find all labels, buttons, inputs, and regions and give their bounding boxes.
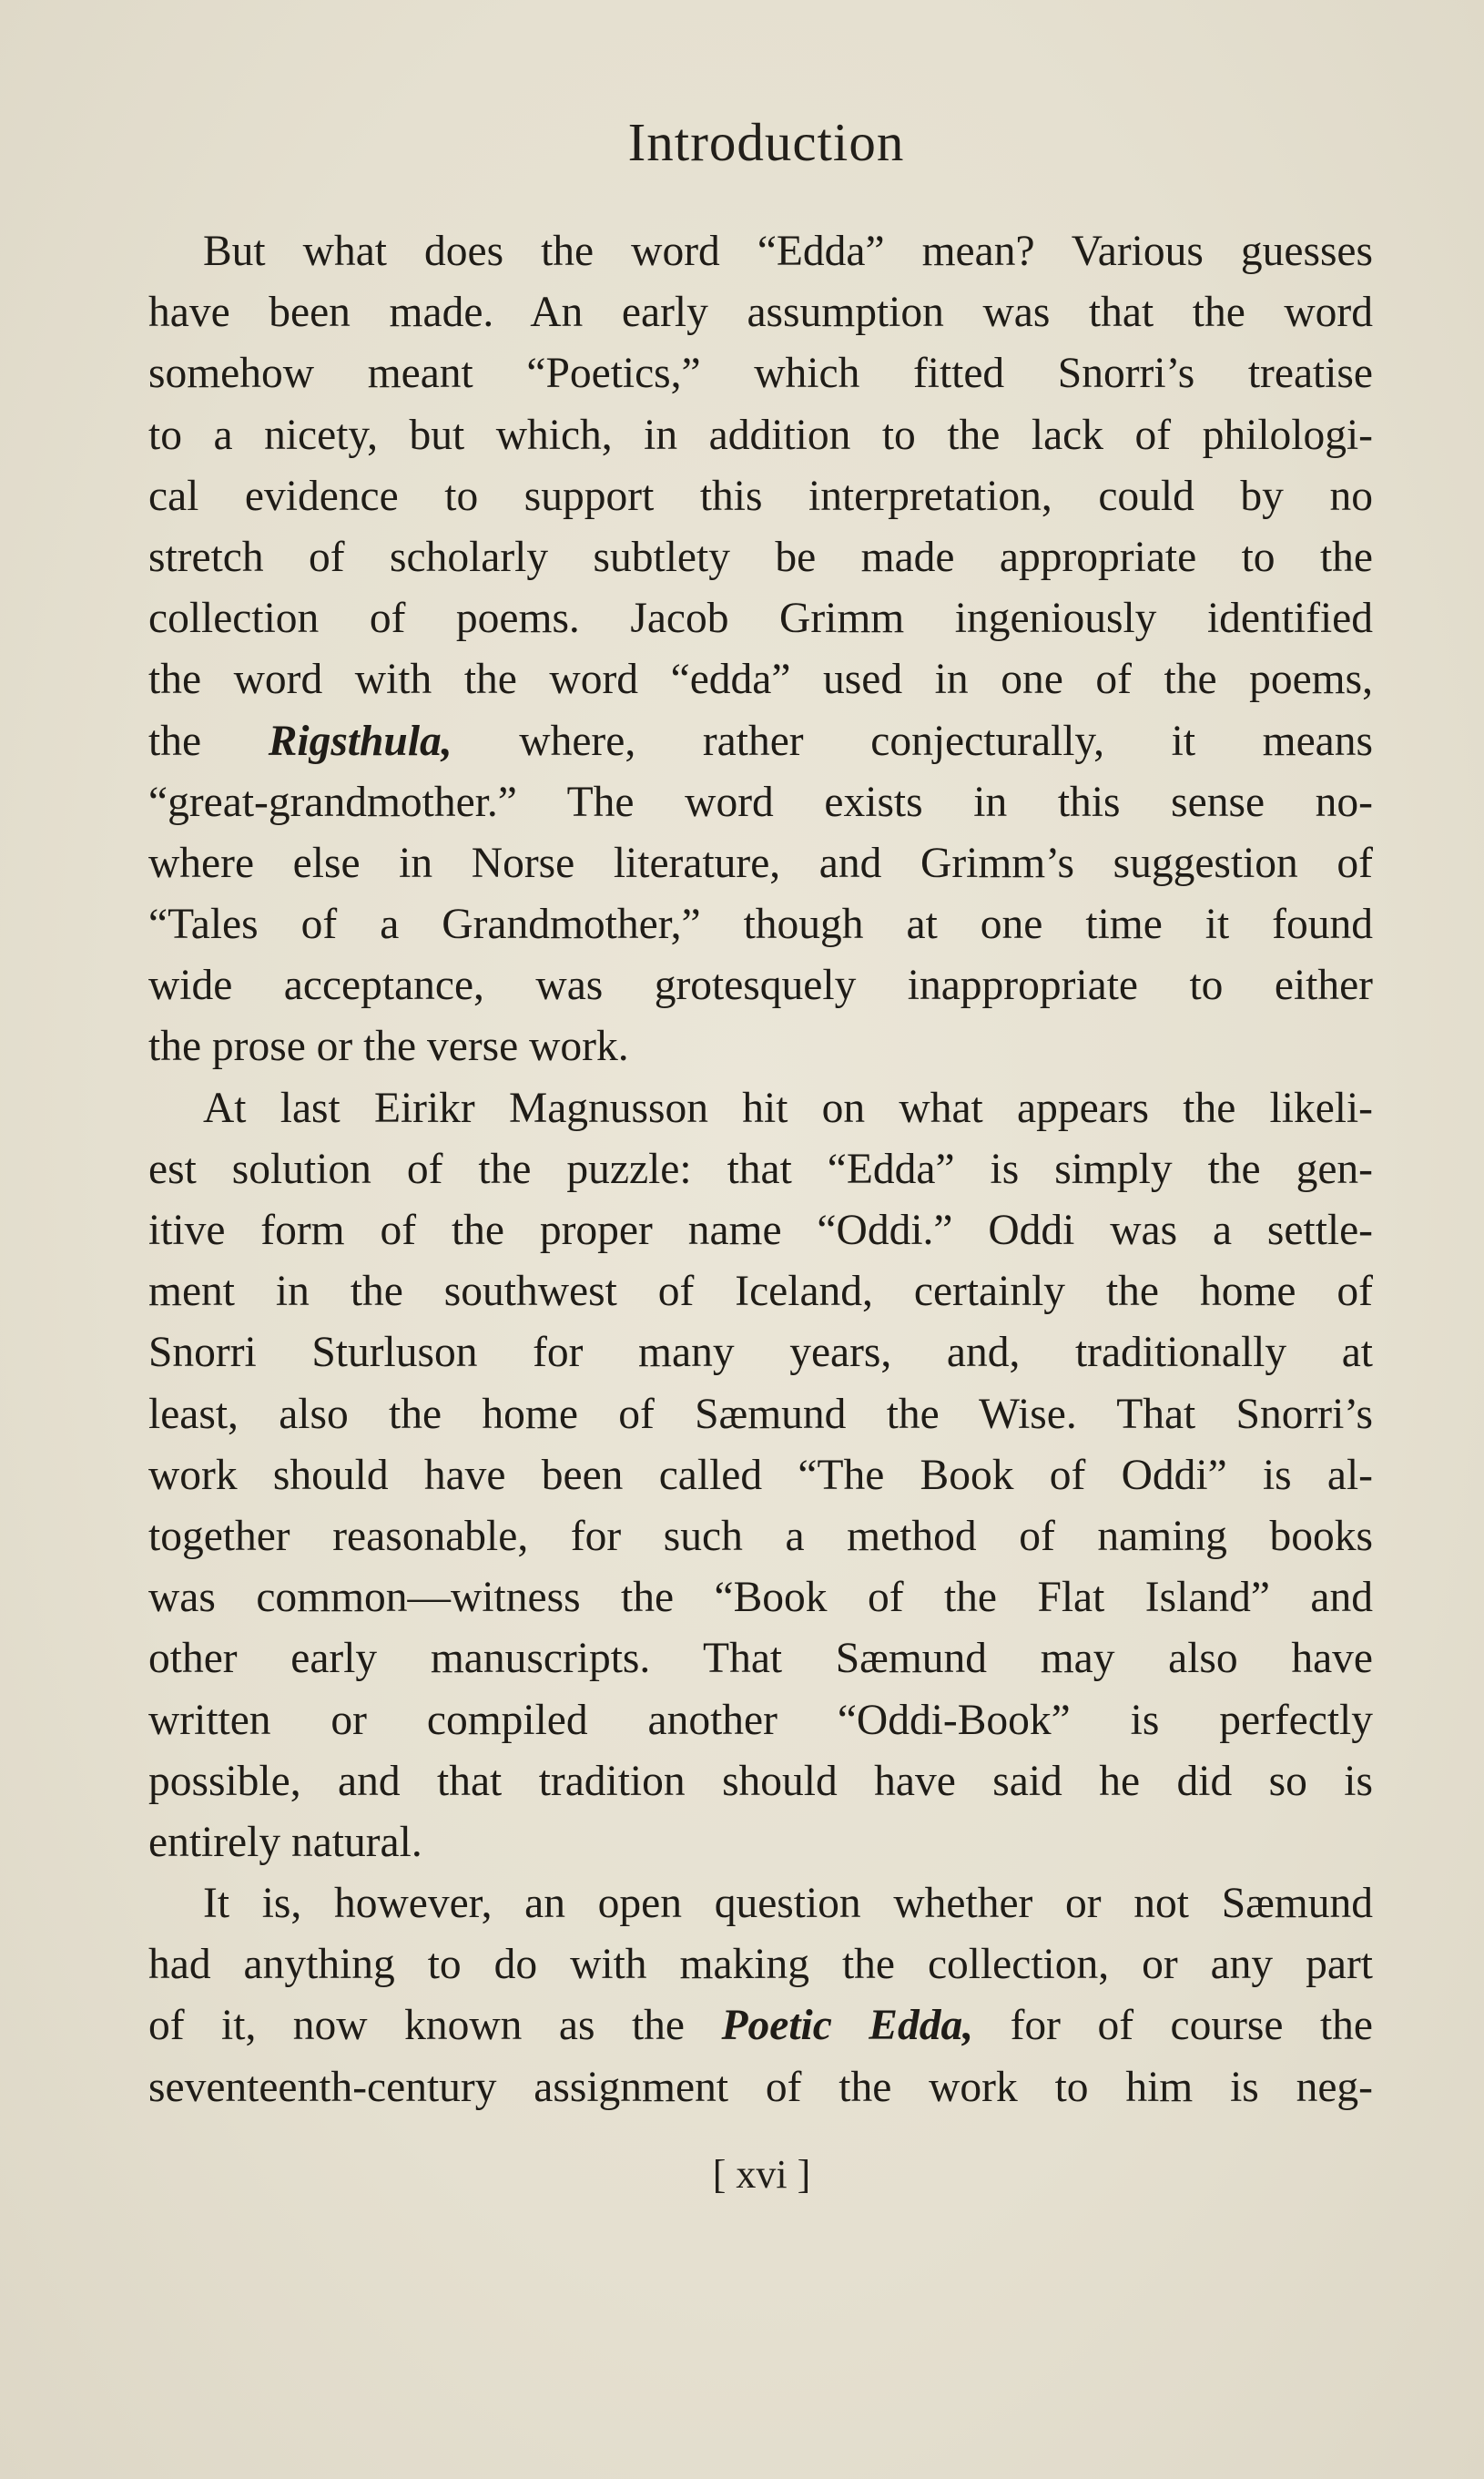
text-line: [148, 466, 1373, 527]
text-line: [148, 894, 1373, 955]
text-line: [148, 1934, 1373, 1995]
text-line: [148, 649, 1373, 710]
text-run: the: [148, 717, 269, 765]
text-line: [148, 1751, 1373, 1812]
text-line: [148, 221, 1373, 282]
text-line: [148, 588, 1373, 649]
running-head: Introduction: [627, 112, 905, 172]
text-line: [148, 1261, 1373, 1322]
text-run: of it, now known as the: [148, 2002, 722, 2050]
text-line: [148, 711, 1373, 772]
text-run: the word with the word “edda” used in one of the poems,: [148, 656, 1373, 704]
text-run: itive form of the proper name “Oddi.” Oddi was a settle-: [148, 1207, 1373, 1254]
text-line: [148, 833, 1373, 894]
text-run: ment in the southwest of Iceland, certainly the home of: [148, 1268, 1373, 1316]
text-line: [148, 2057, 1373, 2118]
text-run: where, rather conjecturally, it means: [452, 717, 1374, 765]
text-run: for of course the: [973, 2002, 1373, 2050]
text-line: [148, 1200, 1373, 1261]
text-line: [148, 1078, 1373, 1139]
italic-title: Rigsthula,: [268, 717, 452, 765]
italic-title: Poetic Edda,: [721, 2002, 974, 2050]
body-text: [148, 221, 1373, 2118]
text-run: had anything to do with making the collection, or any part: [148, 1941, 1373, 1989]
text-run: “great-grandmother.” The word exists in this sense no-: [148, 778, 1373, 826]
text-run: where else in Norse literature, and Grimm’s suggestion of: [148, 839, 1373, 887]
text-run: was common—witness the “Book of the Flat Island” and: [148, 1574, 1373, 1622]
text-run: work should have been called “The Book of Oddi” is al-: [148, 1451, 1373, 1499]
text-line: [148, 1016, 1373, 1077]
text-run: to a nicety, but which, in addition to the lack of philologi-: [148, 411, 1373, 459]
text-run: entirely natural.: [148, 1818, 422, 1866]
text-line: [148, 1628, 1373, 1689]
text-line: [148, 343, 1373, 404]
text-run: cal evidence to support this interpretation, could by no: [148, 472, 1373, 520]
paragraph: [148, 1873, 1373, 2118]
text-line: [148, 405, 1373, 466]
text-line: [148, 955, 1373, 1016]
text-line: [148, 1445, 1373, 1506]
text-line: [148, 1690, 1373, 1751]
paragraph: [148, 221, 1373, 1078]
text-run: But what does the word “Edda” mean? Various guesses: [203, 228, 1373, 275]
text-run: seventeenth-century assignment of the work to him is neg-: [148, 2063, 1373, 2111]
text-line: [148, 1506, 1373, 1567]
text-line: [148, 1139, 1373, 1200]
text-run: It is, however, an open question whether or not Sæmund: [203, 1880, 1373, 1928]
text-line: [148, 1873, 1373, 1934]
text-run: the prose or the verse work.: [148, 1023, 629, 1071]
text-run: At last Eirikr Magnusson hit on what appears the likeli-: [203, 1084, 1373, 1132]
text-run: collection of poems. Jacob Grimm ingeniously identified: [148, 595, 1373, 643]
text-run: together reasonable, for such a method of naming books: [148, 1512, 1373, 1560]
text-line: [148, 1322, 1373, 1383]
text-line: [148, 1812, 1373, 1873]
text-run: “Tales of a Grandmother,” though at one time it found: [148, 901, 1373, 949]
text-line: [148, 1384, 1373, 1445]
text-line: [148, 772, 1373, 833]
text-run: wide acceptance, was grotesquely inappropriate to either: [148, 962, 1373, 1010]
paragraph: [148, 1078, 1373, 1873]
text-run: written or compiled another “Oddi-Book” is perfectly: [148, 1696, 1373, 1744]
text-run: stretch of scholarly subtlety be made appropriate to the: [148, 533, 1373, 581]
text-run: est solution of the puzzle: that “Edda” is simply the gen-: [148, 1145, 1373, 1193]
text-run: possible, and that tradition should have said he did so is: [148, 1757, 1373, 1805]
page-number: [ xvi ]: [712, 2152, 811, 2197]
text-line: [148, 527, 1373, 588]
text-line: [148, 1995, 1373, 2056]
text-run: other early manuscripts. That Sæmund may also have: [148, 1635, 1373, 1683]
text-run: have been made. An early assumption was that the word: [148, 289, 1373, 337]
text-run: least, also the home of Sæmund the Wise. That Snorri’s: [148, 1390, 1373, 1438]
text-run: Snorri Sturluson for many years, and, traditionally at: [148, 1329, 1373, 1377]
text-line: [148, 282, 1373, 343]
text-line: [148, 1567, 1373, 1628]
text-run: somehow meant “Poetics,” which fitted Snorri’s treatise: [148, 350, 1373, 398]
